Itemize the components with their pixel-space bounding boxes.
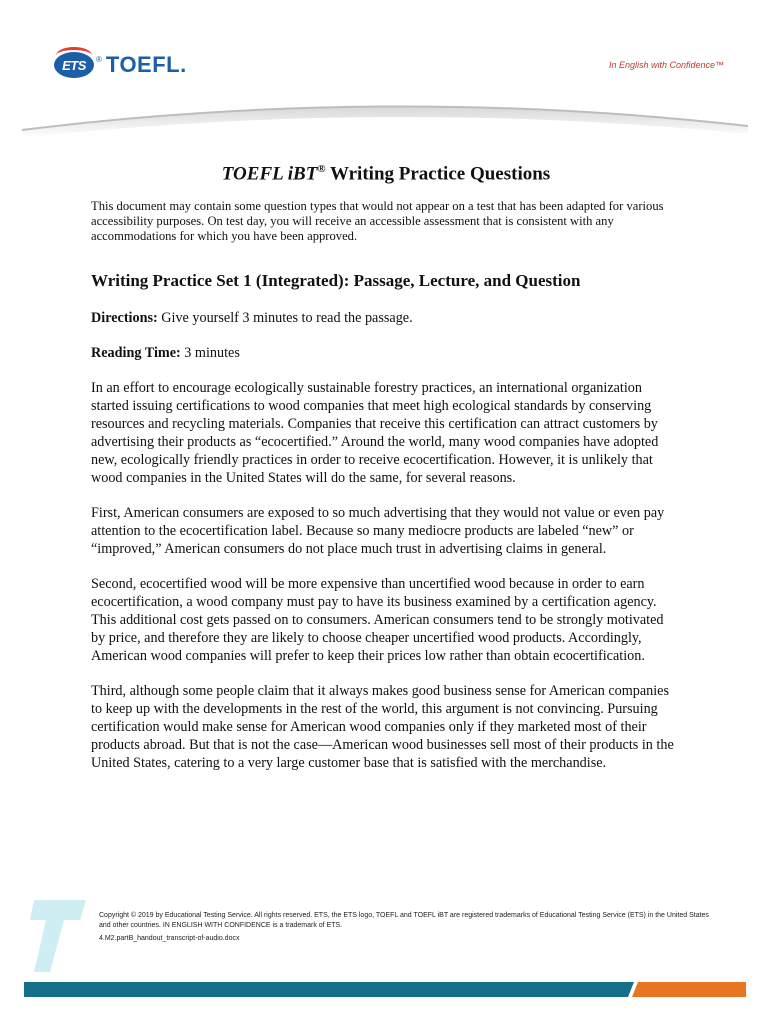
passage-paragraph-4: Third, although some people claim that it always makes good business sense for American companies to keep up with the developments in the rest of the world, this argument is not convincing. Pursuing certification would make sense for American wood companies only if they marketed most of their products abroad. But that is not the case—American wood businesses sell most of their products in the United States, catering to a very large customer base that is satisfied with the merchandise. <box>91 683 674 772</box>
tagline: In English with Confidence™ <box>608 60 724 70</box>
copyright-notice: Copyright © 2019 by Educational Testing Service. All rights reserved. ETS, the ETS logo, TOEFL and TOEFL iBT are registered trademarks of Educational Testing Service (ETS) in the United States and other countries. IN ENGLISH WITH CONFIDENCE is a trademark of ETS. <box>99 912 709 929</box>
footer <box>99 911 719 944</box>
logo-registered-mark: ® <box>96 54 102 64</box>
footer-color-bar <box>24 982 746 997</box>
passage-paragraph-2: First, American consumers are exposed to so much advertising that they would not value or even pay attention to the ecocertification label. Because so many mediocre products are labeled “new” or “improved,” American consumers do not place much trust in advertising claims in general. <box>91 505 665 558</box>
passage-paragraph-3: Second, ecocertified wood will be more expensive than uncertified wood because in order to earn ecocertification, a wood company must pay to have its business examined by a certification agency. This additional cost gets passed on to consumers. American consumers tend to be strongly motivated by price, and therefore they are likely to choose cheaper uncertified wood products. Accordingly, American wood companies will prefer to keep their prices low rather than obtain ecocertification. <box>91 576 664 665</box>
ets-toefl-logo <box>54 52 187 78</box>
ets-logo-icon: ETS <box>54 52 94 78</box>
document-body <box>91 163 681 772</box>
toefl-wordmark: TOEFL. <box>105 52 187 77</box>
document-filename: 4.M2.partB_handout_transcript-of-audio.docx <box>99 935 240 942</box>
section-heading: Writing Practice Set 1 (Integrated): Passage, Lecture, and Question <box>91 271 581 291</box>
passage-paragraph-1: In an effort to encourage ecologically sustainable forestry practices, an international organization started issuing certifications to wood companies that meet high ecological standards by conserving resources and recycling materials. Companies that receive this certification can attract customers by advertising their products as “ecocertified.” Around the world, many wood companies have adopted new, ecologically friendly practices in order to receive ecocertification. However, it is unlikely that wood companies in the United States will do the same, for several reasons. <box>91 380 659 487</box>
directions: Directions: Give yourself 3 minutes to read the passage. <box>91 310 413 327</box>
page-header <box>0 0 768 140</box>
reading-time: Reading Time: 3 minutes <box>91 345 240 362</box>
accessibility-notice: This document may contain some question types that would not appear on a test that has been adapted for various accessibility purposes. On test day, you will receive an accessible assessment that is consistent with any accommodations for which you have been approved. <box>91 199 664 244</box>
t-watermark-icon <box>28 896 88 976</box>
document-title: TOEFL iBT® Writing Practice Questions <box>221 163 551 185</box>
header-swoop-divider <box>0 90 768 140</box>
